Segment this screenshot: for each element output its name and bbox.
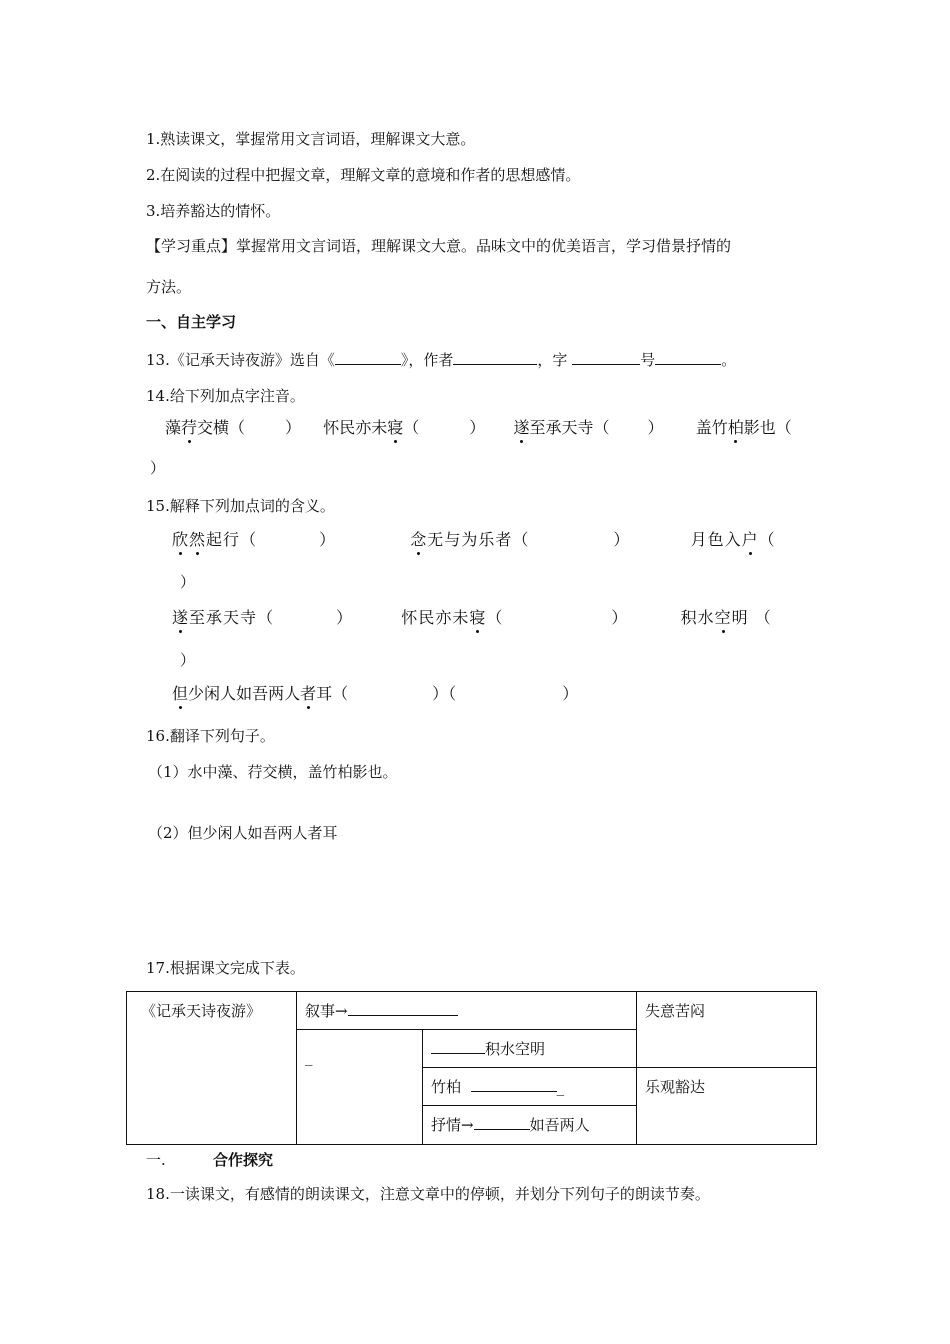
question-14-items (165, 418, 792, 438)
table-bamboo-cell: 竹柏 _ (423, 1068, 637, 1106)
term-char: 吾 (252, 684, 269, 703)
term-char: 如 (236, 684, 253, 703)
term-char: （ (512, 530, 530, 549)
q15-term-weiqin (401, 608, 503, 627)
table-mood-2: 乐观豁达 (637, 1068, 817, 1145)
water-blank[interactable] (431, 1039, 485, 1054)
term-char: 怀 (401, 608, 419, 627)
term-char: （ (754, 608, 772, 627)
term-char: 月 (690, 530, 708, 549)
term-char: （ (240, 530, 258, 549)
q15-row-1-wrap: ） (180, 573, 196, 591)
dotted-char: 但 (172, 684, 189, 703)
q14-item-3: 遂至承天寺（ ） (513, 418, 664, 437)
q17-table (126, 991, 817, 1145)
term-char: 亦 (435, 608, 453, 627)
q15-term-danshao (172, 684, 348, 703)
bamboo-blank[interactable] (471, 1077, 557, 1092)
dotted-char: 念 (410, 530, 428, 549)
question-18: 18.一读课文，有感情的朗读课文，注意文章中的停顿，并划分下列句子的朗读节奏。 (146, 1185, 710, 1203)
q14-wrap-paren: ） (150, 459, 166, 477)
lyric-blank[interactable] (474, 1115, 530, 1130)
section-2-title: 合作探究 (213, 1151, 274, 1169)
q15-term-suizhi (172, 608, 274, 627)
q13-courtesy-name-blank[interactable] (572, 350, 640, 365)
q13-author-blank[interactable] (453, 350, 537, 365)
q14-item-4: 盖竹柏影也（ (695, 418, 792, 437)
term-char: 明 (731, 608, 749, 627)
dotted-char: 空 (714, 608, 732, 627)
q14-dotted-char: 柏 (727, 418, 744, 437)
q14-item-1: 藻荇交横（ ） (165, 418, 302, 437)
term-char: 乐 (478, 530, 496, 549)
objective-3: 3.培养豁达的情怀。 (146, 202, 281, 220)
dotted-char: 者 (300, 684, 317, 703)
table-work-title: 《记承天诗夜游》 (127, 992, 297, 1145)
lyric-label: 抒情→ (431, 1116, 474, 1134)
q14-item-2: 怀民亦未寝（ ） (323, 418, 486, 437)
term-char: 色 (707, 530, 725, 549)
narrate-blank[interactable] (348, 1001, 458, 1016)
term-char: 天 (223, 608, 241, 627)
q13-pseudonym-blank[interactable] (655, 350, 721, 365)
term-char: 耳 (316, 684, 333, 703)
objective-1: 1.熟读课文，掌握常用文言词语，理解课文大意。 (146, 130, 476, 148)
q15-row-3: 但少闲人如吾两人者耳（ ）（ ） (172, 684, 579, 703)
table-lyric-cell: 抒情→ 如吾两人 (423, 1106, 637, 1145)
q14-dotted-char: 遂 (513, 418, 530, 437)
q13-text-4: 号 (640, 351, 656, 369)
question-16-title: 16.翻译下列句子。 (146, 727, 275, 745)
dotted-char: 遂 (172, 608, 190, 627)
q15-row-1: 欣然起行（ ） 念无与为乐者（ ） 月色入户（ (172, 530, 776, 549)
q15-row-2-wrap: ） (180, 651, 196, 669)
objective-2: 2.在阅读的过程中把握文章，理解文章的意境和作者的思想感情。 (146, 166, 581, 184)
term-char: 为 (461, 530, 479, 549)
q13-text-5: 。 (721, 351, 737, 369)
q16-sentence-2: （2）但少闲人如吾两人者耳 (148, 824, 338, 842)
table-mood-1: 失意苦闷 (637, 992, 817, 1068)
term-char: 至 (189, 608, 207, 627)
term-char: （ (332, 684, 349, 703)
term-char: 无 (427, 530, 445, 549)
term-char: 人 (220, 684, 237, 703)
q15-row-2: 遂至承天寺（ ） 怀民亦未寝（ ） 积水空明 （ (172, 608, 772, 627)
term-char: 闲 (204, 684, 221, 703)
key-points-line-1: 【学习重点】掌握常用文言词语，理解课文大意。品味文中的优美语言，学习借景抒情的 (146, 237, 732, 255)
term-char: 未 (452, 608, 470, 627)
table-narrate-cell (297, 992, 637, 1030)
q15-term-kongming (681, 608, 772, 627)
term-char: （ (486, 608, 504, 627)
term-char: 两 (268, 684, 285, 703)
q13-source-blank[interactable] (335, 350, 401, 365)
q14-dotted-char: 寝 (387, 418, 404, 437)
question-17-title: 17.根据课文完成下表。 (146, 959, 305, 977)
q15-term-yueserhu (691, 530, 776, 549)
question-14-title: 14.给下列加点字注音。 (146, 387, 305, 405)
q15-term-nianwu (410, 530, 529, 549)
term-char: 水 (697, 608, 715, 627)
term-char: 入 (724, 530, 742, 549)
dotted-char: 寝 (469, 608, 487, 627)
term-char: 人 (284, 684, 301, 703)
dotted-char: 欣 (172, 530, 190, 549)
q13-text-1: 13.《记承天诗夜游》选自《 (146, 351, 335, 369)
term-char: 寺 (240, 608, 258, 627)
term-char: 民 (418, 608, 436, 627)
q13-text-2: 》，作者 (400, 351, 454, 369)
section-1-title: 一、自主学习 (146, 313, 237, 331)
q16-sentence-1: （1）水中藻、荇交横，盖竹柏影也。 (148, 763, 398, 781)
dotted-char: 然 (189, 530, 207, 549)
key-points-line-2: 方法。 (146, 278, 192, 296)
table-scenery-blank-cell[interactable]: _ (297, 1030, 423, 1145)
term-char: （ (758, 530, 776, 549)
q14-dotted-char: 荇 (181, 418, 198, 437)
term-char: 承 (206, 608, 224, 627)
q15-term-qinran (172, 530, 257, 549)
term-char: 少 (188, 684, 205, 703)
term-char: 起 (206, 530, 224, 549)
table-water-cell: 积水空明 (423, 1030, 637, 1068)
dotted-char: 户 (741, 530, 759, 549)
question-15-title: 15.解释下列加点词的含义。 (146, 497, 335, 515)
question-13 (146, 350, 736, 370)
term-char: 行 (223, 530, 241, 549)
term-char: 与 (444, 530, 462, 549)
section-2-number: 一. (146, 1151, 166, 1169)
term-char: 积 (680, 608, 698, 627)
term-char: 者 (495, 530, 513, 549)
narrate-label: 叙事→ (305, 1002, 348, 1020)
term-char: （ (257, 608, 275, 627)
q13-text-3: ，字 (537, 351, 568, 369)
